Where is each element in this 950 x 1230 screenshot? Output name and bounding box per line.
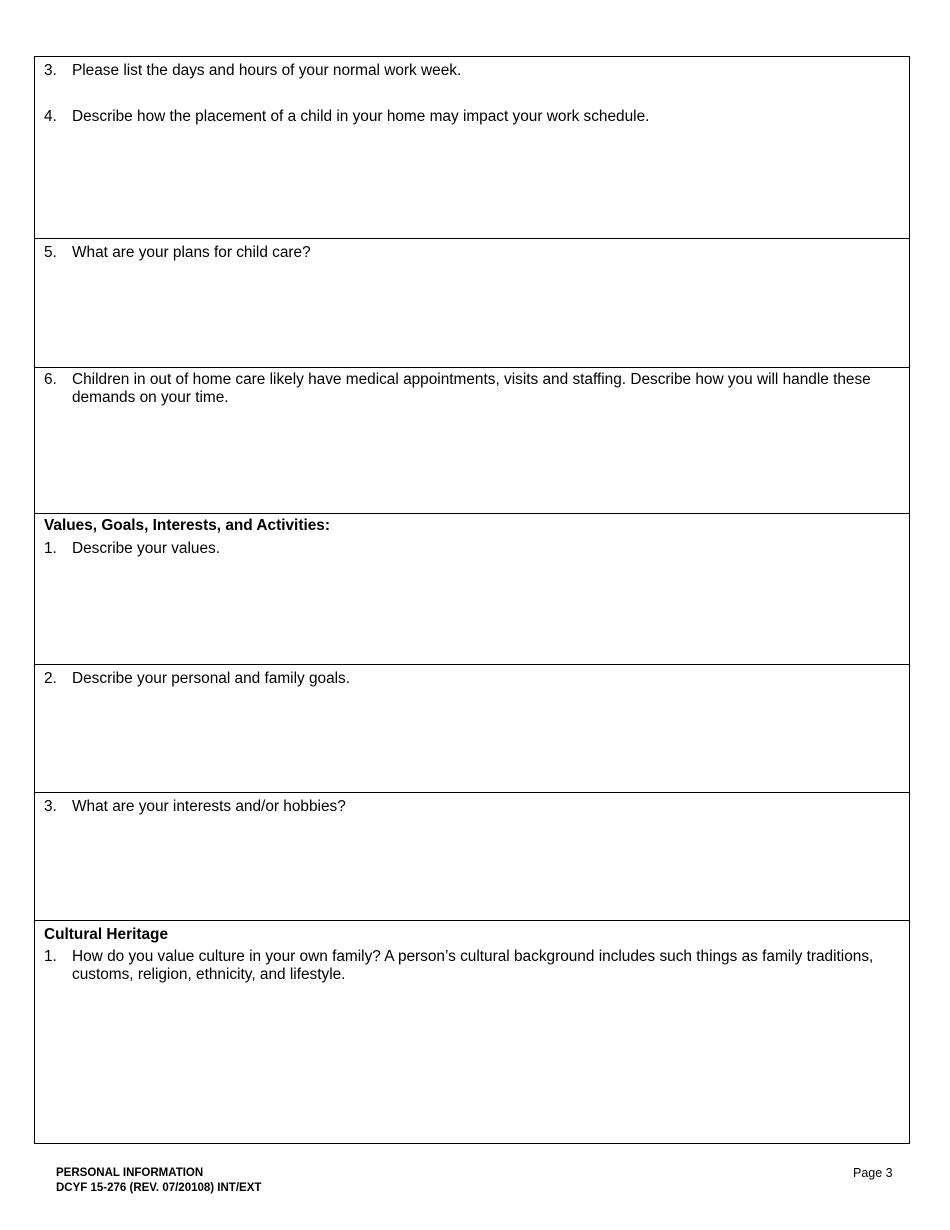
question-text: How do you value culture in your own family? A person’s cultural background includes such things as family traditions, customs, religion, ethnicity, and lifestyle. [72, 948, 874, 983]
section-heading-values: Values, Goals, Interests, and Activities: [44, 517, 330, 534]
question-1-values [44, 540, 895, 558]
question-text: What are your interests and/or hobbies? [72, 798, 346, 815]
section-values [35, 514, 909, 665]
question-1-culture [44, 948, 895, 984]
footer-form-info [56, 1166, 261, 1196]
question-text: Please list the days and hours of your normal work week. [72, 62, 462, 79]
questionnaire-form [34, 56, 910, 1144]
section-child-care [35, 239, 909, 368]
section-goals [35, 665, 909, 793]
question-number: 6. [44, 371, 57, 388]
question-number: 2. [44, 670, 57, 687]
question-text: Children in out of home care likely have medical appointments, visits and staffing. Describe how you will handle these demands on your time. [72, 371, 871, 406]
question-number: 1. [44, 948, 57, 965]
footer-form-code: DCYF 15-276 (REV. 07/20108) INT/EXT [56, 1182, 262, 1194]
footer-form-title: PERSONAL INFORMATION [56, 1167, 204, 1179]
question-3-interests [44, 798, 895, 816]
section-work-schedule [35, 57, 909, 239]
question-text: Describe your personal and family goals. [72, 670, 351, 687]
question-number: 5. [44, 244, 57, 261]
question-5-child-care [44, 244, 895, 262]
section-interests [35, 793, 909, 921]
question-4-work-impact [44, 108, 895, 126]
question-number: 4. [44, 108, 57, 125]
question-text: What are your plans for child care? [72, 244, 311, 261]
question-number: 3. [44, 798, 57, 815]
question-text: Describe your values. [72, 540, 220, 557]
section-time-demands [35, 368, 909, 514]
question-2-goals [44, 670, 895, 688]
section-heading-cultural-heritage: Cultural Heritage [44, 926, 169, 943]
question-number: 1. [44, 540, 57, 557]
question-6-time-demands [44, 371, 895, 407]
question-3-work-week [44, 62, 895, 80]
section-cultural-heritage [35, 921, 909, 1143]
footer-page-number: Page 3 [853, 1166, 893, 1180]
question-text: Describe how the placement of a child in your home may impact your work schedule. [72, 108, 650, 125]
question-number: 3. [44, 62, 57, 79]
